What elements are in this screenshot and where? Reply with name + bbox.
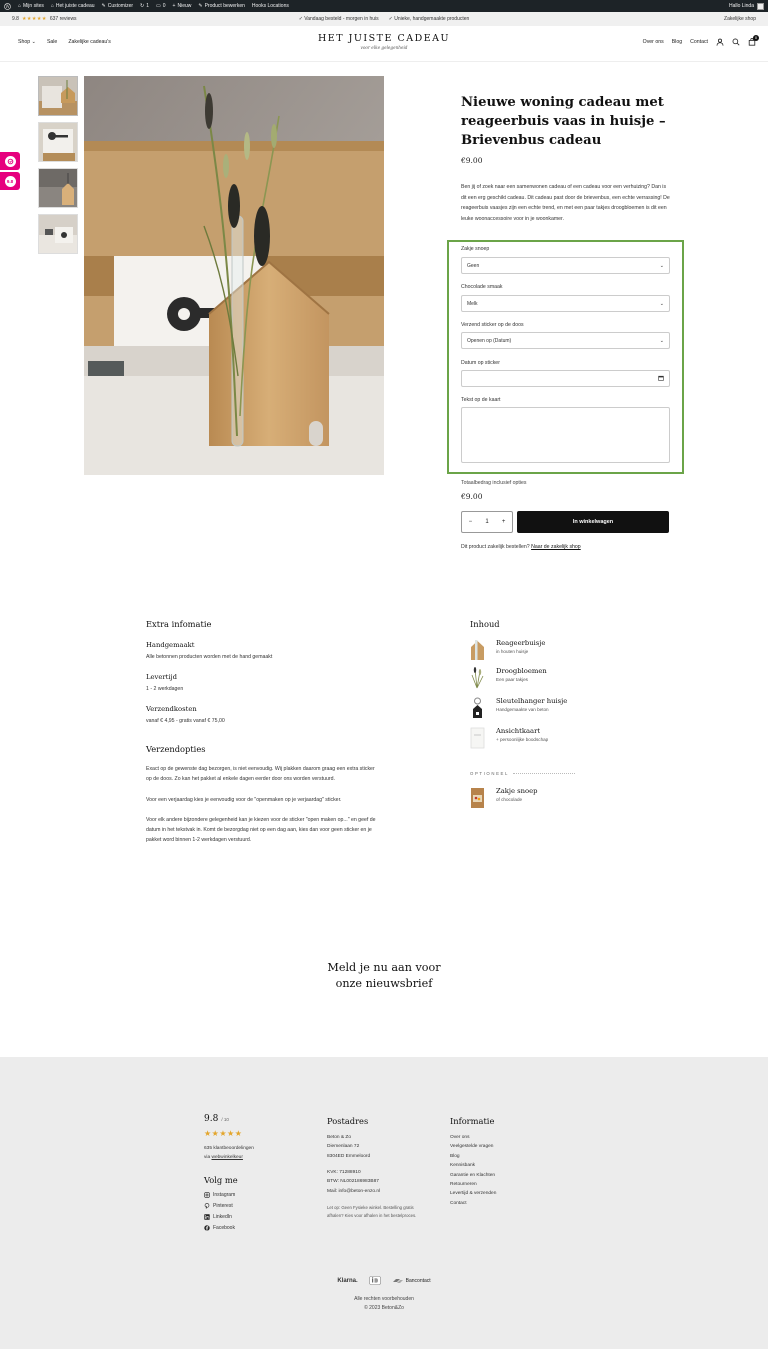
linkedin-icon (204, 1214, 210, 1220)
info-title: Verzendkosten (146, 705, 197, 713)
footer-rating-max: / 10 (221, 1117, 229, 1122)
cart-icon[interactable] (748, 35, 758, 46)
business-order-note (461, 544, 581, 550)
product-description: Ben jij of zoek naar een samenwonen cadeau of een cadeau voor een verhuizing? Dan is dit een erg geschikt cadeau. Dit cadeau past door de brievenbus, een echte verrassing! De reageerbuis vaasjes zijn een echte trend, en met een paar takjes droogbloemen is dit een leuke woonaccessoire voor in je woonkamer. (461, 184, 670, 222)
business-order-text: Dit product zakelijk bestellen? (461, 544, 530, 550)
chevron-down-icon: ⌄ (659, 337, 664, 344)
newsletter-line-1: Meld je nu aan voor (327, 961, 441, 974)
review-score-value: 9.8 (5, 176, 16, 187)
chevron-down-icon: ⌄ (659, 262, 664, 269)
candy-option-value: Geen (467, 262, 480, 269)
card-text-textarea[interactable] (461, 407, 670, 463)
admin-site-name[interactable] (51, 3, 95, 9)
home-icon: ⌂ (50, 3, 54, 9)
footer-link-delivery[interactable]: Levertijd & verzenden (450, 1191, 497, 1197)
info-text: vanaf € 4,95 - gratis vanaf € 75,00 (146, 718, 225, 724)
list-item (470, 667, 547, 689)
cart-count-badge: 0 (754, 35, 758, 40)
copyright (0, 1295, 768, 1313)
linkedin-label: LinkedIn (213, 1214, 232, 1220)
follow-heading: Volg me (204, 1175, 238, 1185)
optional-divider (470, 771, 575, 776)
wordpress-logo-icon[interactable] (4, 3, 11, 10)
quantity-decrease-button[interactable]: − (468, 519, 473, 525)
address-line: Diemenlaan 72 (327, 1144, 360, 1150)
gallery-thumbnail[interactable] (38, 168, 78, 208)
list-item (470, 639, 545, 661)
list-item (470, 727, 548, 749)
footer-reviews (204, 1144, 254, 1163)
logo-tagline: voor elke gelegenheid (360, 45, 408, 50)
admin-my-sites[interactable] (18, 3, 44, 9)
info-heading: Informatie (450, 1116, 495, 1126)
nav-blog[interactable]: Blog (671, 39, 683, 45)
keychain-house-image (470, 697, 485, 719)
nav-sale[interactable]: Sale (46, 39, 58, 45)
content-title: Droogbloemen (496, 667, 547, 675)
address-line: Beton & Zo (327, 1135, 351, 1140)
instagram-link[interactable] (204, 1192, 235, 1198)
shipping-options-text (146, 764, 378, 856)
admin-edit-product-label: Product bewerken (204, 3, 245, 9)
company-details (327, 1168, 380, 1196)
footer-link-warranty[interactable]: Garantie en Klachten (450, 1172, 496, 1178)
postal-address (327, 1133, 370, 1161)
business-shop-link[interactable]: Naar de zakelijk shop (531, 544, 581, 550)
admin-bar (0, 0, 768, 12)
footer-link-returns[interactable]: Retourneren (450, 1182, 477, 1188)
rights-text: Alle rechten voorbehouden (354, 1296, 414, 1302)
content-sub: Een paar takjes (496, 677, 528, 682)
list-item (470, 787, 538, 809)
nav-about[interactable]: Over ons (642, 39, 664, 45)
product-title: Nieuwe woning cadeau met reageerbuis vaas in huisje – Brievenbus cadeau (461, 95, 666, 148)
rewards-icon (5, 156, 16, 167)
pinterest-icon (204, 1203, 210, 1209)
pencil-icon: ✎ (198, 3, 203, 9)
footer-rating-stars: ★★★★★ (204, 1129, 243, 1138)
facebook-icon (204, 1225, 210, 1231)
footer-edge (0, 1053, 768, 1057)
admin-edit-product[interactable] (198, 3, 245, 9)
candy-bag-image (470, 787, 485, 809)
newsletter-line-2: onze nieuwsbrief (335, 977, 433, 990)
usp-delivery: ✓ Vandaag besteld - morgen in huis (298, 16, 379, 22)
sticker-option-value: Openen op (Datum) (467, 337, 512, 344)
kvk-number: KVK: 71288910 (327, 1170, 361, 1175)
contents-heading: Inhoud (470, 619, 500, 629)
list-item (470, 697, 567, 719)
admin-new[interactable] (173, 3, 192, 9)
content-sub: Handgemaakte van beton (496, 707, 549, 712)
admin-comments-count: 0 (162, 3, 166, 9)
brush-icon: ✎ (101, 3, 106, 9)
admin-my-sites-label: Mijn sites (23, 3, 44, 9)
svg-text:W: W (5, 3, 10, 9)
nav-contact[interactable]: Contact (690, 39, 708, 45)
shipping-options-heading: Verzendopties (146, 744, 206, 754)
logo-name: HET JUISTE CADEAU (318, 33, 450, 44)
total-label: Totaalbedrag inclusief opties (461, 480, 527, 486)
footer-link-faq[interactable]: Veelgestelde vragen (450, 1144, 494, 1150)
postcard-image (470, 727, 485, 749)
comment-icon: ▭ (156, 3, 161, 9)
footer-link-blog[interactable]: Blog (450, 1153, 460, 1159)
chevron-down-icon: ⌄ (31, 39, 36, 45)
chocolate-option-value: Melk (467, 300, 478, 307)
secondary-nav (642, 35, 758, 46)
test-tube-house-image (470, 639, 485, 661)
sticker-date-label: Datum op sticker (461, 360, 500, 366)
shipping-paragraph: Voor elk andere bijzondere gelegenheid kan je kiezen voor de sticker "open maken op..." en geef de datum in het tekstvak in. Komt de bezorgdag niet op een dag aan, kies dan voor geen sticker en je pakket word binnen 1-2 werkdagen verstuurd. (146, 816, 376, 844)
card-text-label: Tekst op de kaart (461, 397, 501, 403)
calendar-icon[interactable] (658, 375, 664, 383)
admin-updates-count: 1 (146, 3, 150, 9)
quantity-stepper (461, 511, 513, 533)
usp-bar (0, 12, 768, 26)
admin-greeting: Hallo Linda (728, 3, 754, 9)
address-line: 8304ED Emmeloord (327, 1153, 371, 1159)
sites-icon: ⌂ (18, 3, 22, 9)
shipping-paragraph: Voor een verjaardag kies je eenvoudig voor de "openmaken op je verjaardag" sticker. (146, 796, 342, 803)
content-title: Reageerbuisje (496, 639, 546, 647)
review-score-badge[interactable] (0, 172, 20, 190)
pickup-note: Let op: Geen Fysieke winkel. Bestelling gratis afhalen? Kies voor afhalen in het bestelproces. (327, 1205, 417, 1218)
info-links (450, 1133, 496, 1208)
admin-updates[interactable] (140, 3, 149, 9)
footer-rating (204, 1114, 229, 1124)
admin-site-name-label: Het juiste cadeau (55, 3, 95, 9)
facebook-label: Facebook (213, 1225, 235, 1231)
bancontact-label: Bancontact (405, 1277, 431, 1284)
info-title: Handgemaakt (146, 641, 195, 649)
content-sub: of chocolade (496, 797, 523, 802)
klarna-logo: Klarna. (337, 1277, 358, 1284)
nav-business-gifts[interactable]: Zakelijke cadeau's (68, 39, 111, 45)
product-options-form (447, 240, 684, 474)
linkedin-link[interactable] (204, 1214, 232, 1220)
dried-flowers-image (470, 667, 485, 689)
instagram-label: Instagram (213, 1192, 236, 1198)
nav-shop-label: Shop (18, 39, 31, 45)
newsletter-heading (0, 960, 768, 992)
gallery-thumbnail[interactable] (38, 122, 78, 162)
sticker-date-input[interactable] (461, 370, 670, 387)
shipping-paragraph: Exact op de gewenste dag bezorgen, is niet eenvoudig. Wij plakken daarom graag een extra sticker op de doos. Zo kan het pakket al enkele dagen eerder door ons worden verstuurd. (146, 766, 375, 783)
footer-link-contact[interactable]: Contact (450, 1200, 467, 1206)
footer-rating-score: 9.8 (204, 1114, 219, 1124)
admin-comments[interactable] (156, 3, 166, 9)
vat-number: BTW: NL002186983B87 (327, 1179, 379, 1185)
instagram-icon (204, 1192, 210, 1198)
business-shop-link[interactable]: Zakelijke shop (724, 16, 756, 22)
add-to-cart-button[interactable]: In winkelwagen (517, 511, 669, 533)
gallery-thumbnail[interactable] (38, 214, 78, 254)
total-price: €9.00 (461, 492, 483, 501)
gallery-thumbnail[interactable] (38, 76, 78, 116)
admin-customizer-label: Customizer (107, 3, 134, 9)
chocolate-option-select[interactable] (461, 295, 670, 312)
footer-reviews-count: 635 klantbeoordelingen (204, 1146, 254, 1151)
admin-hooks-locations[interactable] (252, 3, 289, 9)
bancontact-logo (392, 1278, 431, 1284)
info-text: Alle betonnen producten worden met de hand gemaakt (146, 654, 273, 660)
facebook-link[interactable] (204, 1225, 235, 1231)
chevron-down-icon: ⌄ (659, 300, 664, 307)
info-title: Levertijd (146, 673, 178, 681)
rating-score: 9.8 (12, 16, 19, 22)
account-icon[interactable] (716, 38, 724, 46)
sticker-option-label: Verzend sticker op de doos (461, 322, 524, 328)
usp-handmade: ✓ Unieke, handgemaakte producten (388, 16, 470, 22)
footer-link-about[interactable]: Over ons (450, 1135, 470, 1140)
plus-icon: + (172, 3, 176, 9)
bancontact-icon (392, 1278, 404, 1284)
admin-new-label: Nieuw (177, 3, 192, 9)
avatar (757, 3, 764, 10)
ideal-logo-icon (369, 1276, 381, 1285)
admin-hooks-label: Hooks Locations (251, 3, 289, 9)
payment-methods (0, 1276, 768, 1285)
postal-heading: Postadres (327, 1116, 369, 1126)
search-icon[interactable] (732, 38, 740, 46)
chocolate-option-label: Chocolade smaak (461, 284, 503, 290)
optional-label: OPTIONEEL (470, 771, 509, 776)
pinterest-label: Pinterest (213, 1203, 233, 1209)
updates-icon: ↻ (140, 3, 145, 9)
admin-account[interactable] (729, 3, 764, 10)
content-sub: + persoonlijke boodschap (496, 737, 549, 742)
candy-option-select[interactable] (461, 257, 670, 274)
content-title: Ansichtkaart (496, 727, 541, 735)
footer-via: via (204, 1155, 211, 1161)
reviews-link[interactable]: 637 reviews (49, 16, 77, 22)
content-sub: in houten huisje (496, 649, 529, 654)
footer-link-knowledge-base[interactable]: Kennisbank (450, 1163, 476, 1169)
email-address[interactable]: Mail: info@beton-enzo.nl (327, 1188, 381, 1194)
product-price: €9.00 (461, 156, 483, 165)
content-title: Sleutelhanger huisje (496, 697, 568, 705)
product-main-image[interactable] (84, 76, 384, 475)
admin-customizer[interactable] (102, 3, 134, 9)
rating-stars: ★★★★★ (21, 16, 47, 22)
site-header (0, 26, 768, 62)
extra-info-heading: Extra infomatie (146, 619, 212, 629)
info-text: 1 - 2 werkdagen (146, 686, 184, 692)
content-title: Zakje snoep (496, 787, 538, 795)
webwinkelkeur-link[interactable]: webwinkelkeur (211, 1155, 243, 1161)
pinterest-link[interactable] (204, 1203, 233, 1209)
sticker-option-select[interactable] (461, 332, 670, 349)
copyright-text: © 2023 Beton&Zo (364, 1305, 404, 1311)
candy-option-label: Zakje snoep (461, 246, 490, 252)
quantity-input[interactable]: 1 (485, 519, 489, 525)
rewards-badge[interactable] (0, 152, 20, 170)
quantity-increase-button[interactable]: + (501, 519, 506, 525)
